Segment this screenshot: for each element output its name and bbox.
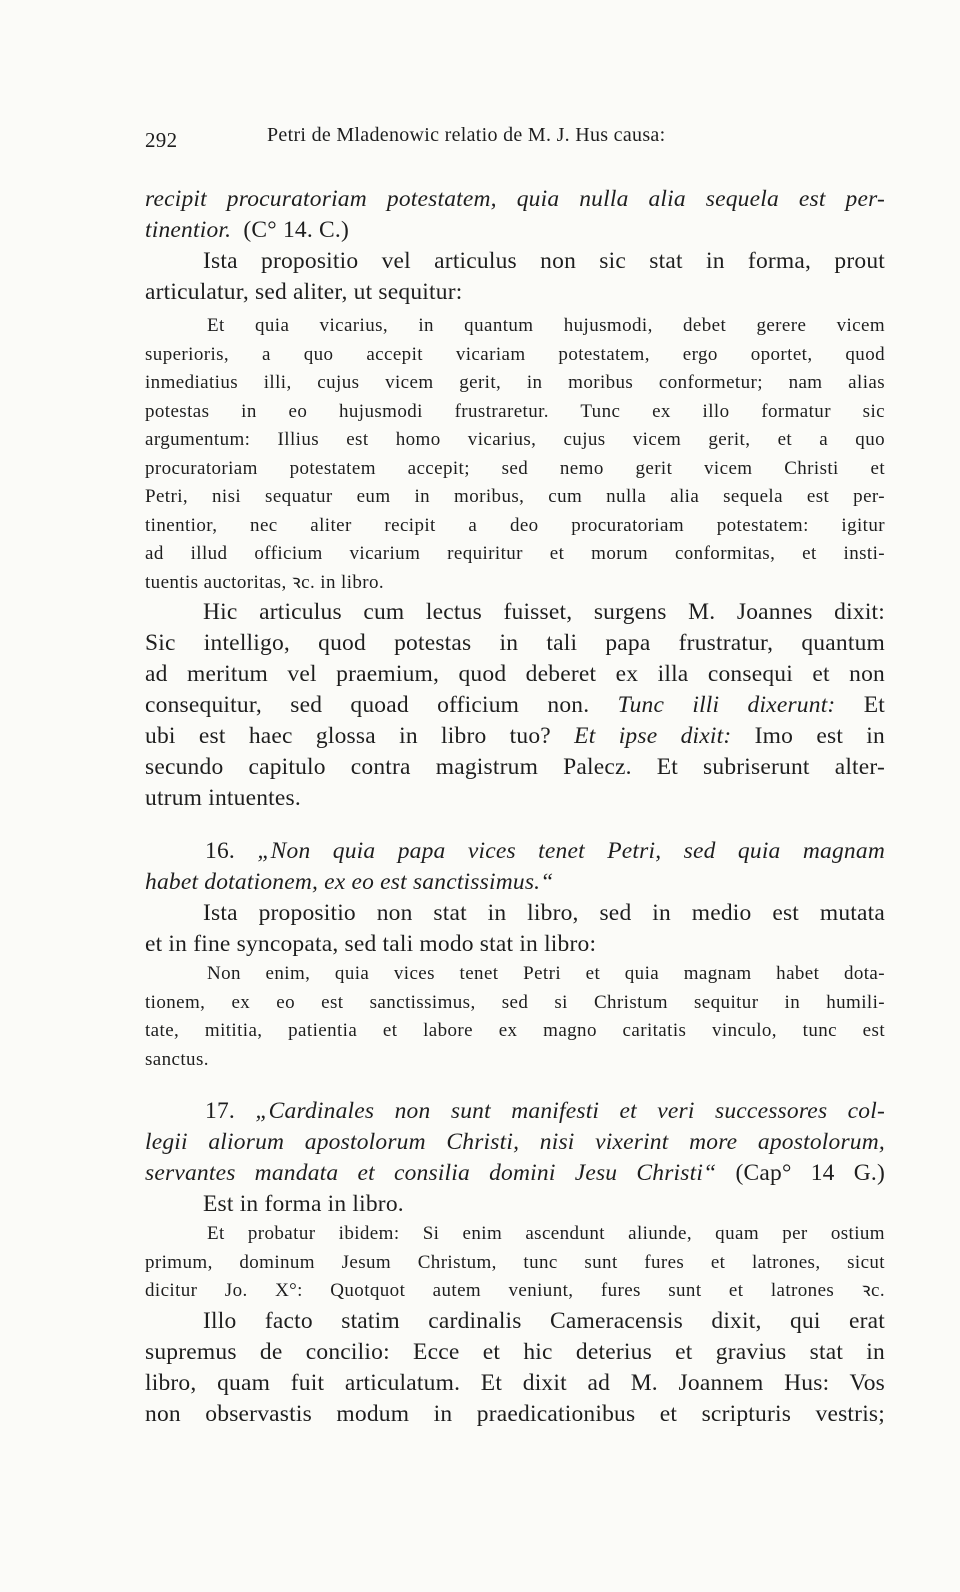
text-reference: (Cap° 14 G.) bbox=[735, 1160, 886, 1186]
quote-line: Non enim, quia vices tenet Petri et quia magnam habet dota- bbox=[207, 963, 885, 984]
quote-line: procuratoriam potestatem accepit; sed nemo gerit vicem Christi et bbox=[145, 457, 885, 479]
book-quotation-1 bbox=[145, 312, 885, 597]
article-heading-line bbox=[145, 1096, 885, 1127]
text-italic: tinentior. bbox=[145, 217, 232, 243]
text-italic: Et ipse dixit: bbox=[574, 723, 732, 749]
text-italic: servantes mandata et consilia domini Jesu Christi“ bbox=[145, 1160, 717, 1186]
quote-line: tuentis auctoritas, ꝛc. in libro. bbox=[145, 571, 385, 593]
text-run: consequitur, sed quoad officium non. bbox=[145, 692, 590, 718]
text-line: utrum intuentes. bbox=[145, 785, 301, 811]
quote-line: dicitur Jo. X°: Quotquot autem veniunt, fures sunt et latrones ꝛc. bbox=[145, 1280, 885, 1301]
text-line: supremus de concilio: Ecce et hic deterius et gravius stat in bbox=[145, 1338, 885, 1365]
quote-line: potestas in eo hujusmodi frustraretur. Tunc ex illo formatur sic bbox=[145, 400, 885, 422]
paragraph-intro bbox=[145, 246, 885, 308]
text-italic: Tunc illi dixerunt: bbox=[617, 692, 836, 718]
running-title: Petri de Mladenowic relatio de M. J. Hus causa: bbox=[267, 124, 666, 146]
quote-line: Et quia vicarius, in quantum hujusmodi, debet gerere vicem bbox=[207, 315, 885, 336]
text-italic: „Non quia papa vices tenet Petri, sed quia magnam bbox=[257, 838, 886, 864]
text-line: Hic articulus cum lectus fuisset, surgens M. Joannes dixit: bbox=[203, 599, 885, 625]
text-line bbox=[145, 690, 885, 721]
text-line: Est in forma in libro. bbox=[203, 1191, 404, 1217]
paragraph-art16-comment bbox=[145, 898, 885, 960]
page-number: 292 bbox=[145, 128, 178, 152]
quote-line: tate, mititia, patientia et labore ex magno caritatis vinculo, tunc est bbox=[145, 1020, 885, 1041]
quote-line: Petri, nisi sequatur eum in moribus, cum nulla alia sequela est per- bbox=[145, 486, 885, 507]
quote-line: superioris, a quo accepit vicariam potestatem, ergo oportet, quod bbox=[145, 343, 885, 365]
quote-line: tinentior, nec aliter recipit a deo procuratoriam potestatem: igitur bbox=[145, 514, 885, 536]
text-line bbox=[145, 721, 885, 752]
text-run: ubi est haec glossa in libro tuo? bbox=[145, 723, 551, 749]
article-heading-line bbox=[145, 1158, 885, 1189]
quote-line: ad illud officium vicarium requiritur et morum conformitas, et insti- bbox=[145, 543, 885, 564]
text-line: Ista propositio vel articulus non sic stat in forma, prout bbox=[203, 248, 885, 274]
quote-line: inmediatius illi, cujus vicem gerit, in moribus conformetur; nam alias bbox=[145, 372, 885, 393]
text-line: Sic intelligo, quod potestas in tali papa frustratur, quantum bbox=[145, 630, 885, 656]
text-run: Et bbox=[863, 692, 885, 718]
quote-line: sanctus. bbox=[145, 1048, 209, 1070]
text-line: et in fine syncopata, sed tali modo stat in libro: bbox=[145, 931, 597, 957]
text-line: recipit procuratoriam potestatem, quia nulla alia sequela est per- bbox=[145, 186, 885, 212]
text-line bbox=[145, 215, 885, 246]
article-number: 16. bbox=[205, 838, 235, 864]
book-quotation-2 bbox=[145, 960, 885, 1074]
text-reference: (C° 14. C.) bbox=[243, 217, 349, 243]
text-line: ad meritum vel praemium, quod deberet ex illa consequi et non bbox=[145, 661, 885, 687]
text-line: Illo facto statim cardinalis Cameracensis dixit, qui erat bbox=[203, 1307, 885, 1334]
quote-line: tionem, ex eo est sanctissimus, sed si Christum sequitur in humili- bbox=[145, 991, 885, 1013]
paragraph-hus-reply bbox=[145, 597, 885, 814]
quote-line: primum, dominum Jesum Christum, tunc sunt fures et latrones, sicut bbox=[145, 1251, 885, 1273]
quote-line: Et probatur ibidem: Si enim ascendunt aliunde, quam per ostium bbox=[207, 1223, 885, 1244]
text-line: libro, quam fuit articulatum. Et dixit ad M. Joannem Hus: Vos bbox=[145, 1369, 885, 1396]
article-heading-line: habet dotationem, ex eo est sanctissimus.“ bbox=[145, 869, 554, 895]
article-16 bbox=[145, 836, 885, 898]
article-number: 17. bbox=[205, 1098, 235, 1124]
article-17 bbox=[145, 1096, 885, 1189]
text-italic: „Cardinales non sunt manifesti et veri successores col- bbox=[255, 1098, 886, 1124]
text-line: secundo capitulo contra magistrum Palecz. Et subriserunt alter- bbox=[145, 754, 885, 780]
continued-article-text bbox=[145, 184, 885, 246]
page-body bbox=[145, 184, 885, 1430]
text-line: Ista propositio non stat in libro, sed in medio est mutata bbox=[203, 900, 885, 926]
paragraph-cardinal bbox=[145, 1306, 885, 1430]
text-line: articulatur, sed aliter, ut sequitur: bbox=[145, 279, 463, 305]
quote-line: argumentum: Illius est homo vicarius, cujus vicem gerit, et a quo bbox=[145, 429, 885, 450]
book-quotation-3 bbox=[145, 1220, 885, 1306]
paragraph-art17-comment bbox=[145, 1189, 885, 1220]
text-line: non observastis modum in praedicationibus et scripturis vestris; bbox=[145, 1400, 885, 1427]
text-run: Imo est in bbox=[754, 723, 885, 749]
article-heading-line bbox=[145, 836, 885, 867]
running-head bbox=[145, 124, 885, 160]
article-heading-line: legii aliorum apostolorum Christi, nisi vixerint more apostolorum, bbox=[145, 1129, 885, 1155]
